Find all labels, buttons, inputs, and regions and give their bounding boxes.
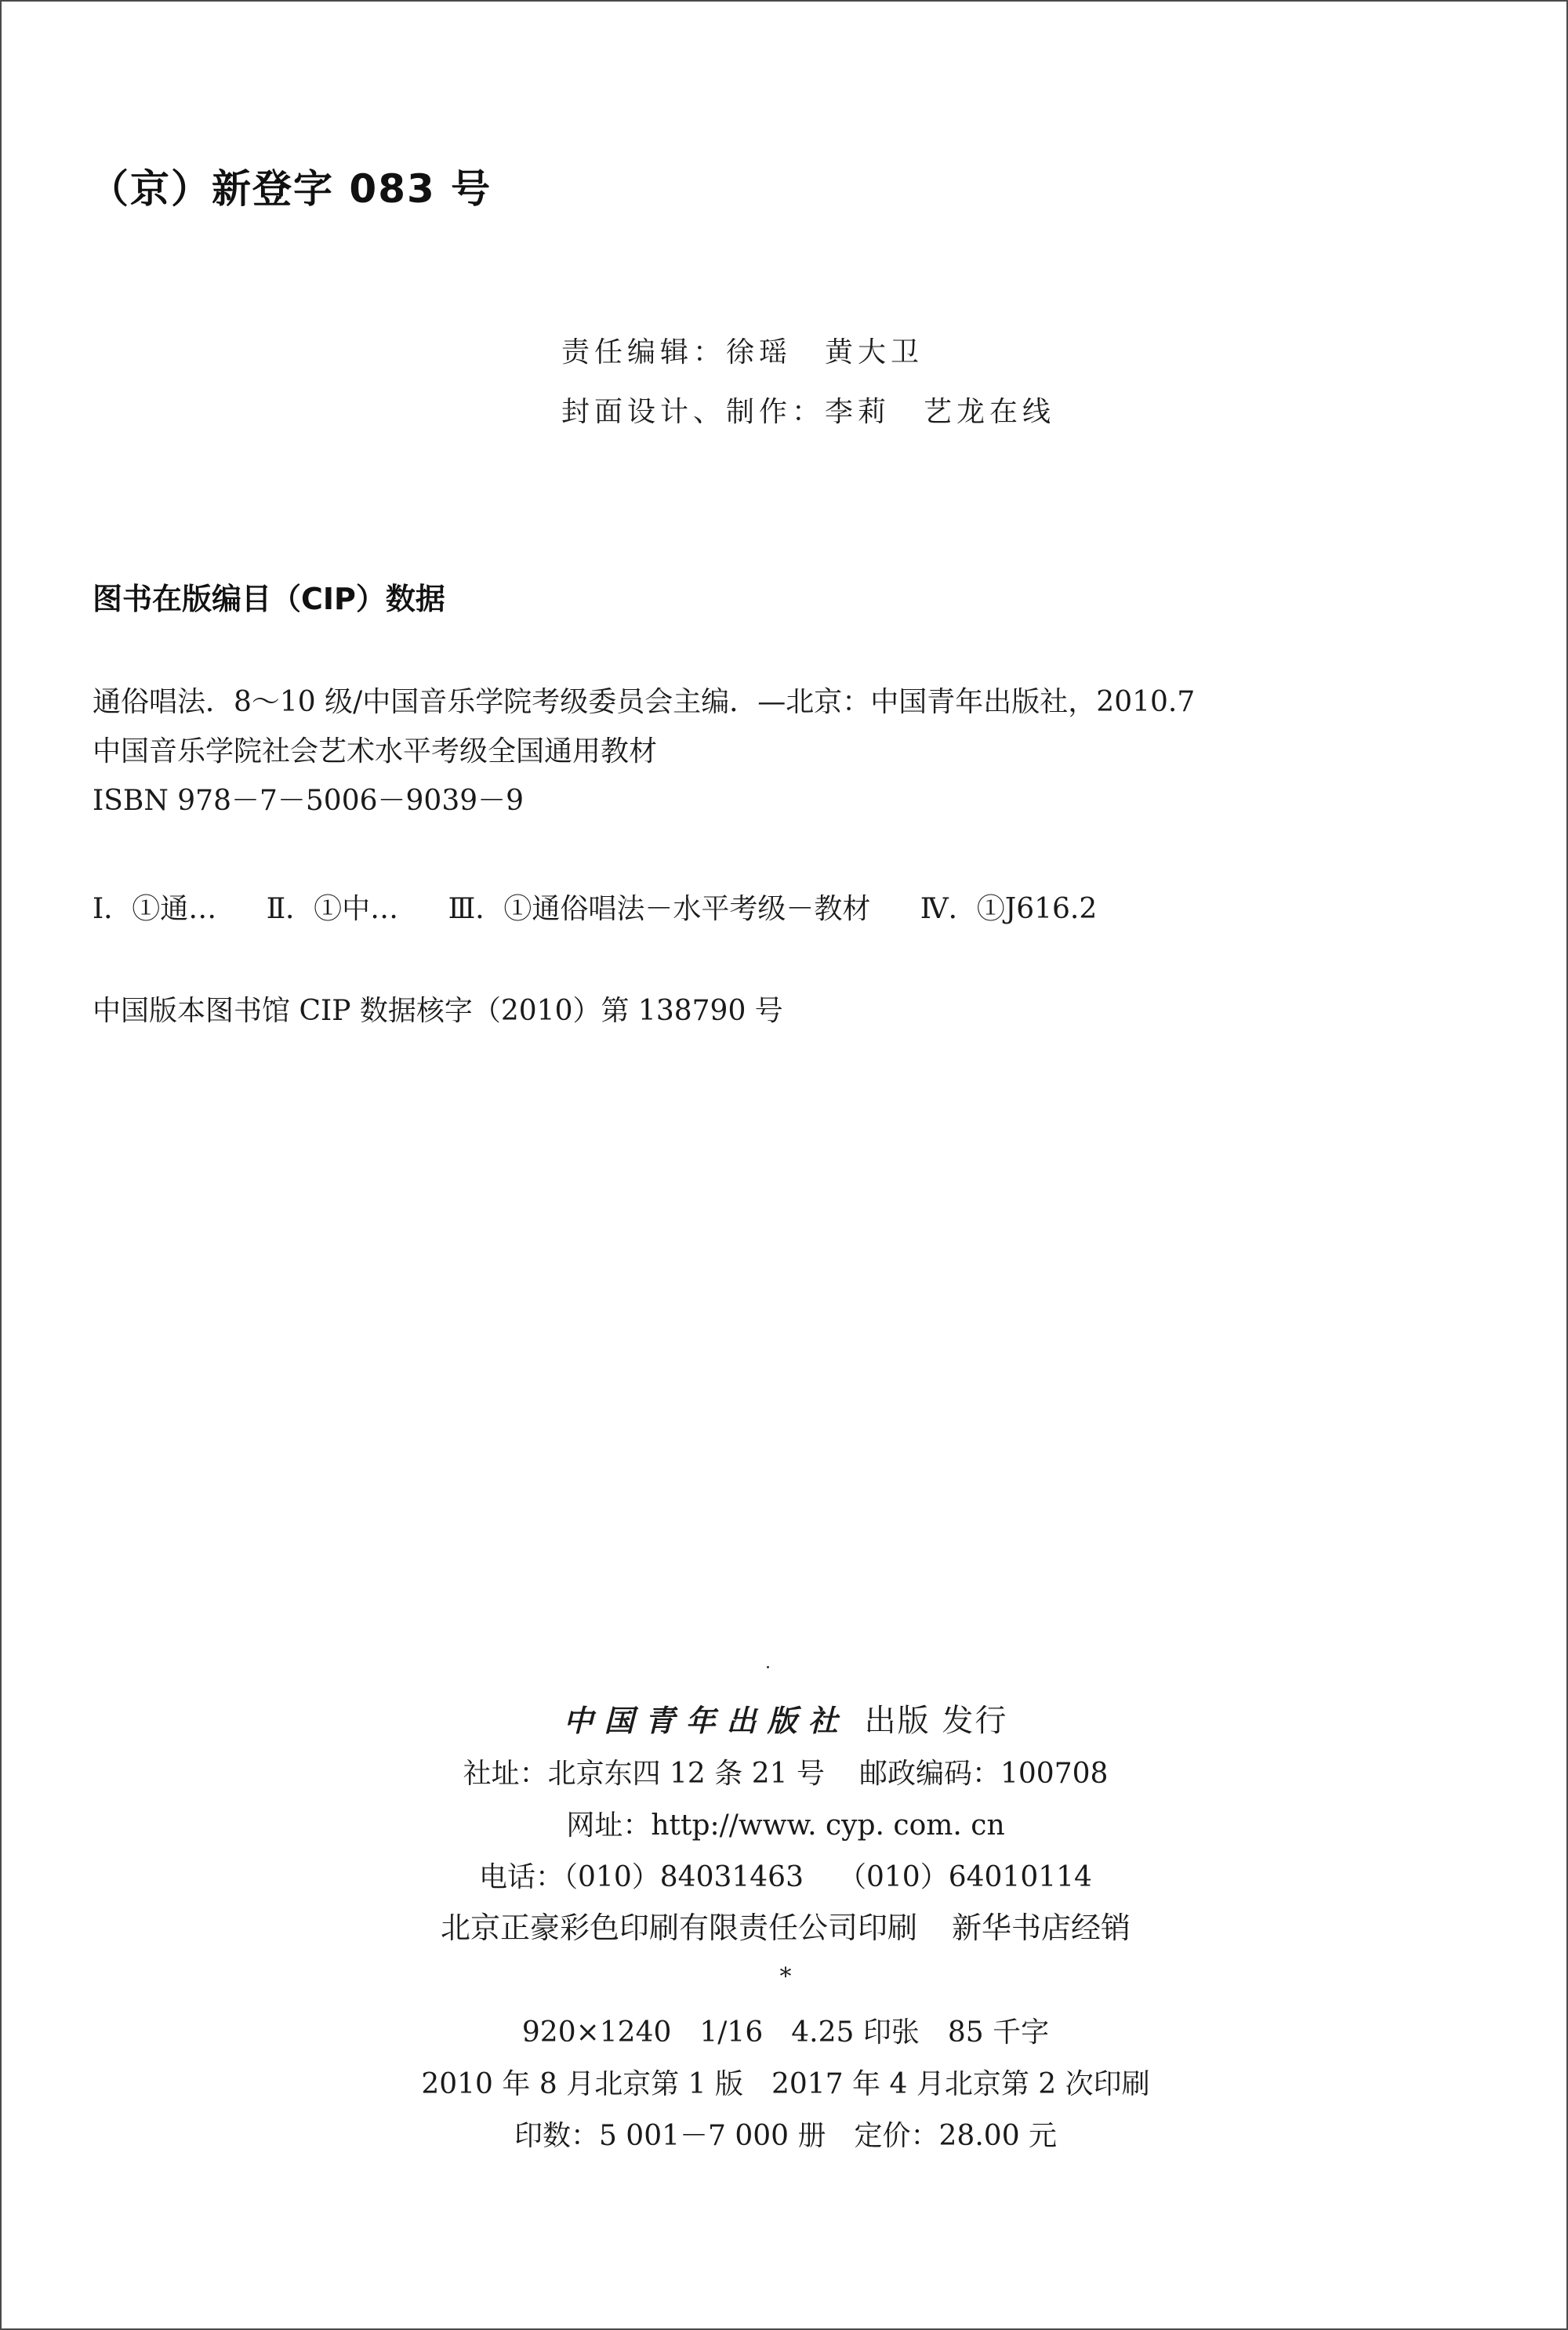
cip-record-number: 中国版本图书馆 CIP 数据核字（2010）第 138790 号 xyxy=(93,995,783,1027)
separator-asterisk: * xyxy=(779,1963,792,1991)
cip-classification xyxy=(93,886,1097,933)
phone-number: （010）84031463 xyxy=(564,1861,804,1893)
cip-line-title: 通俗唱法．8～10 级/中国音乐学院考级委员会主编．—北京：中国青年出版社，2010.7 xyxy=(93,686,1196,718)
cip-title: 图书在版编目（CIP）数据 xyxy=(93,582,445,616)
book-specs xyxy=(2,2007,1568,2162)
classification-item: Ⅲ．①通俗唱法－水平考级－教材 xyxy=(448,893,871,925)
website: 网址：http://www. cyp. com. cn xyxy=(566,1809,1005,1842)
cip-description xyxy=(93,677,1195,826)
design-label: 封面设计、制作： xyxy=(561,396,826,428)
design-credit xyxy=(561,383,1055,442)
folio: 1/16 xyxy=(699,2016,764,2049)
address: 社址：北京东四 12 条 21 号 xyxy=(463,1758,825,1790)
designer-name: 李莉 xyxy=(825,396,891,428)
classification-item: Ⅰ．①通… xyxy=(93,893,217,925)
publisher-action: 出版 发行 xyxy=(864,1703,1008,1739)
cip-line-series: 中国音乐学院社会艺术水平考级全国通用教材 xyxy=(93,735,658,768)
phone-label: 电话： xyxy=(479,1861,564,1893)
sheets: 4.25 印张 xyxy=(791,2016,920,2049)
publisher-logo: 中国青年出版社 xyxy=(563,1703,849,1738)
print-speck xyxy=(767,1666,769,1668)
edition-line xyxy=(2,2059,1568,2110)
editor-label: 责任编辑： xyxy=(561,336,727,368)
price: 定价：28.00 元 xyxy=(854,2120,1058,2152)
printer-line xyxy=(2,1902,1568,1954)
credits-block xyxy=(561,323,1055,442)
publisher-line xyxy=(2,1695,1568,1748)
cip-line-isbn: ISBN 978－7－5006－9039－9 xyxy=(93,785,524,817)
postcode: 邮政编码：100708 xyxy=(858,1758,1109,1790)
phone-number: （010）64010114 xyxy=(838,1861,1092,1893)
publisher-contact xyxy=(2,1748,1568,1904)
editor-name: 徐瑶 xyxy=(726,336,793,368)
format: 920×1240 xyxy=(521,2016,672,2049)
price-line xyxy=(2,2110,1568,2162)
publisher-registration: （京）新登字 083 号 xyxy=(89,166,492,212)
distributor: 新华书店经销 xyxy=(952,1911,1131,1945)
printing: 2017 年 4 月北京第 2 次印刷 xyxy=(771,2068,1150,2100)
classification-item: Ⅱ．①中… xyxy=(266,893,399,925)
printer: 北京正豪彩色印刷有限责任公司印刷 xyxy=(440,1911,917,1945)
word-count: 85 千字 xyxy=(947,2016,1050,2049)
classification-item: Ⅳ．①J616.2 xyxy=(920,893,1098,925)
editor-credit xyxy=(561,323,1055,383)
designer-name: 艺龙在线 xyxy=(924,396,1056,428)
address-line xyxy=(2,1748,1568,1800)
print-run: 印数：5 001－7 000 册 xyxy=(514,2120,826,2152)
editor-name: 黄大卫 xyxy=(825,336,924,368)
format-line xyxy=(2,2007,1568,2059)
first-edition: 2010 年 8 月北京第 1 版 xyxy=(421,2068,743,2100)
phone-line xyxy=(2,1852,1568,1904)
